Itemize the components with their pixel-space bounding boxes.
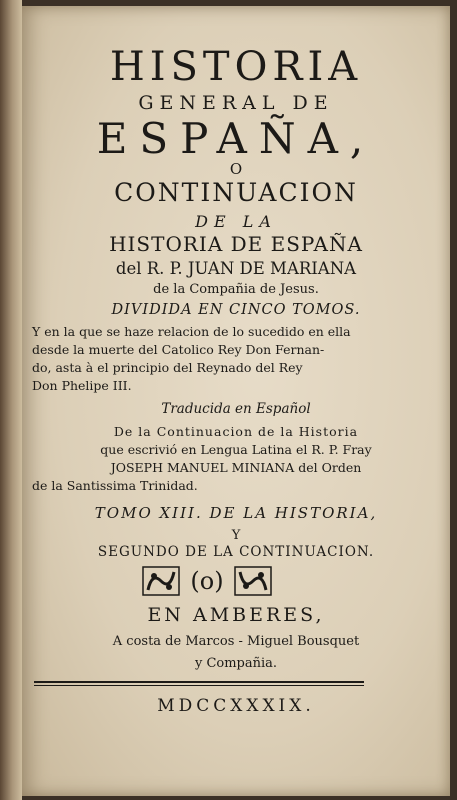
text-traducida: Traducida en Español (161, 401, 311, 417)
text-trinidad: de la Santissima Trinidad. (32, 478, 198, 493)
title-historia: HISTORIA (109, 44, 363, 90)
text-miniana: JOSEPH MANUEL MINIANA del Orden (110, 460, 362, 475)
fleuron-right-icon (234, 566, 272, 596)
ornament-center: (o) (190, 567, 224, 595)
title-continuacion: CONTINUACION (114, 178, 358, 207)
text-relacion-1: Y en la que se haze relacion de lo sucedido en ella (32, 324, 351, 339)
text-relacion-2: desde la muerte del Catolico Rey Don Fernan- (32, 342, 325, 357)
text-relacion-4: Don Phelipe III. (32, 378, 132, 393)
title-y: Y (231, 528, 241, 543)
imprint-amberes: EN AMBERES, (147, 604, 325, 626)
title-mariana: del R. P. JUAN DE MARIANA (115, 259, 357, 278)
imprint-bousquet: A costa de Marcos - Miguel Bousquet (112, 634, 360, 649)
title-o: O (229, 160, 243, 178)
imprint-rule (34, 681, 364, 686)
title-de-la: DE LA (195, 212, 277, 231)
printer-ornament (142, 564, 272, 598)
title-historia-de-espana: HISTORIA DE ESPAÑA (109, 232, 363, 256)
text-relacion-3: do, asta à el principio del Reynado del Rey (32, 360, 303, 375)
title-page (22, 6, 450, 796)
title-dividida: DIVIDIDA EN CINCO TOMOS. (111, 302, 361, 318)
book-binding (0, 0, 22, 800)
title-tomo: TOMO XIII. DE LA HISTORIA, (94, 504, 378, 522)
title-espana: ESPAÑA, (96, 114, 376, 163)
title-segundo: SEGUNDO DE LA CONTINUACION. (97, 544, 375, 560)
title-compania: de la Compañia de Jesus. (153, 282, 319, 297)
imprint-compania: y Compañia. (194, 656, 278, 671)
text-continuacion-historia: De la Continuacion de la Historia (113, 424, 359, 439)
title-general-de: GENERAL DE (138, 92, 334, 114)
imprint-year: MDCCXXXIX. (157, 696, 315, 716)
fleuron-left-icon (142, 566, 180, 596)
text-escrivio: que escrivió en Lengua Latina el R. P. Fray (100, 442, 372, 457)
